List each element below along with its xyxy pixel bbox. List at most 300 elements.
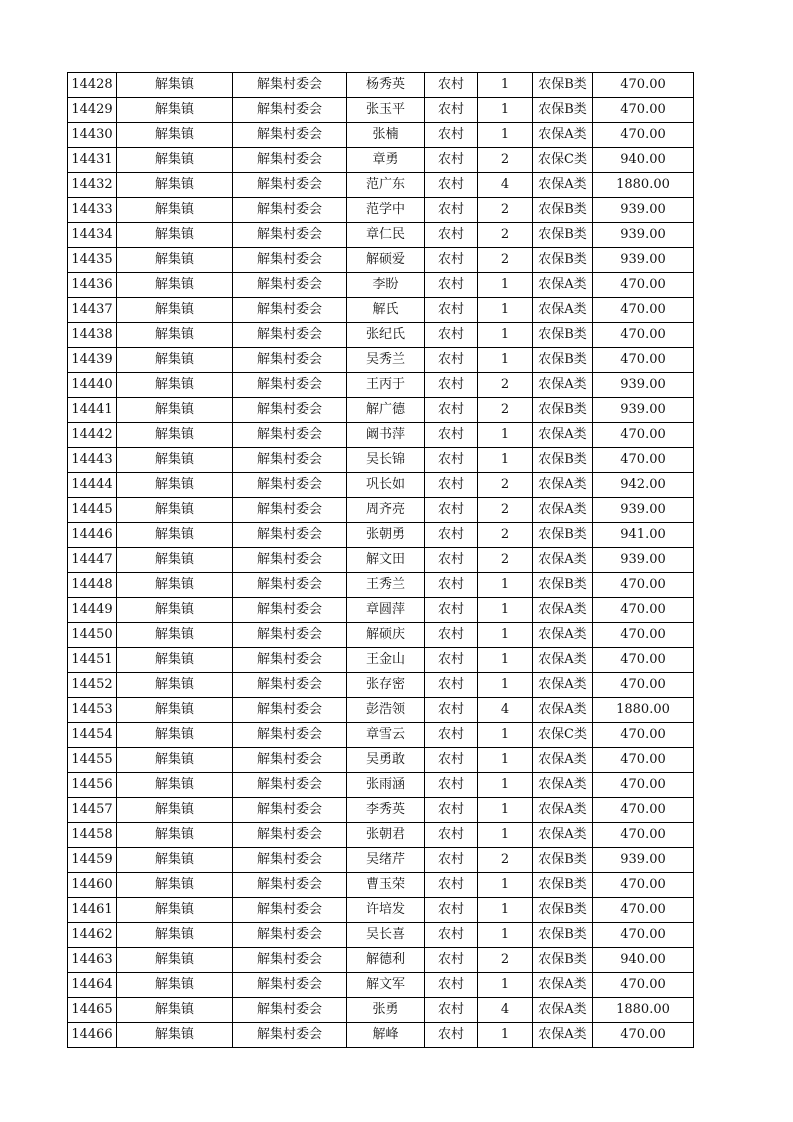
record-id-cell: 14432 bbox=[68, 173, 117, 198]
record-id-cell: 14457 bbox=[68, 798, 117, 823]
committee-cell: 解集村委会 bbox=[233, 623, 347, 648]
category-cell: 农保B类 bbox=[533, 923, 593, 948]
committee-cell: 解集村委会 bbox=[233, 248, 347, 273]
household-count-cell: 4 bbox=[478, 698, 533, 723]
name-cell: 解硕庆 bbox=[347, 623, 425, 648]
household-count-cell: 2 bbox=[478, 498, 533, 523]
amount-cell: 470.00 bbox=[593, 323, 694, 348]
table-row bbox=[68, 73, 694, 98]
household-count-cell: 1 bbox=[478, 898, 533, 923]
area-type-cell: 农村 bbox=[425, 298, 478, 323]
record-id-cell: 14448 bbox=[68, 573, 117, 598]
town-cell: 解集镇 bbox=[117, 448, 233, 473]
committee-cell: 解集村委会 bbox=[233, 973, 347, 998]
table-row bbox=[68, 873, 694, 898]
amount-cell: 470.00 bbox=[593, 348, 694, 373]
table-row bbox=[68, 648, 694, 673]
name-cell: 解广德 bbox=[347, 398, 425, 423]
table-row bbox=[68, 98, 694, 123]
area-type-cell: 农村 bbox=[425, 373, 478, 398]
town-cell: 解集镇 bbox=[117, 848, 233, 873]
category-cell: 农保A类 bbox=[533, 423, 593, 448]
record-id-cell: 14452 bbox=[68, 673, 117, 698]
town-cell: 解集镇 bbox=[117, 923, 233, 948]
town-cell: 解集镇 bbox=[117, 273, 233, 298]
record-id-cell: 14442 bbox=[68, 423, 117, 448]
amount-cell: 470.00 bbox=[593, 73, 694, 98]
category-cell: 农保A类 bbox=[533, 673, 593, 698]
category-cell: 农保A类 bbox=[533, 473, 593, 498]
town-cell: 解集镇 bbox=[117, 473, 233, 498]
area-type-cell: 农村 bbox=[425, 423, 478, 448]
town-cell: 解集镇 bbox=[117, 523, 233, 548]
category-cell: 农保B类 bbox=[533, 448, 593, 473]
record-id-cell: 14459 bbox=[68, 848, 117, 873]
area-type-cell: 农村 bbox=[425, 148, 478, 173]
committee-cell: 解集村委会 bbox=[233, 423, 347, 448]
town-cell: 解集镇 bbox=[117, 898, 233, 923]
area-type-cell: 农村 bbox=[425, 523, 478, 548]
category-cell: 农保A类 bbox=[533, 1023, 593, 1048]
town-cell: 解集镇 bbox=[117, 348, 233, 373]
area-type-cell: 农村 bbox=[425, 748, 478, 773]
household-count-cell: 2 bbox=[478, 373, 533, 398]
record-id-cell: 14454 bbox=[68, 723, 117, 748]
table-row bbox=[68, 348, 694, 373]
household-count-cell: 1 bbox=[478, 748, 533, 773]
name-cell: 吴绪芹 bbox=[347, 848, 425, 873]
table-row bbox=[68, 523, 694, 548]
household-count-cell: 1 bbox=[478, 348, 533, 373]
committee-cell: 解集村委会 bbox=[233, 148, 347, 173]
town-cell: 解集镇 bbox=[117, 873, 233, 898]
household-count-cell: 2 bbox=[478, 148, 533, 173]
town-cell: 解集镇 bbox=[117, 323, 233, 348]
area-type-cell: 农村 bbox=[425, 848, 478, 873]
household-count-cell: 2 bbox=[478, 398, 533, 423]
record-id-cell: 14463 bbox=[68, 948, 117, 973]
amount-cell: 939.00 bbox=[593, 248, 694, 273]
area-type-cell: 农村 bbox=[425, 223, 478, 248]
area-type-cell: 农村 bbox=[425, 548, 478, 573]
town-cell: 解集镇 bbox=[117, 1023, 233, 1048]
town-cell: 解集镇 bbox=[117, 823, 233, 848]
amount-cell: 470.00 bbox=[593, 923, 694, 948]
household-count-cell: 1 bbox=[478, 73, 533, 98]
category-cell: 农保B类 bbox=[533, 873, 593, 898]
name-cell: 吴秀兰 bbox=[347, 348, 425, 373]
area-type-cell: 农村 bbox=[425, 1023, 478, 1048]
category-cell: 农保A类 bbox=[533, 598, 593, 623]
town-cell: 解集镇 bbox=[117, 423, 233, 448]
category-cell: 农保B类 bbox=[533, 848, 593, 873]
table-row bbox=[68, 598, 694, 623]
town-cell: 解集镇 bbox=[117, 548, 233, 573]
name-cell: 王金山 bbox=[347, 648, 425, 673]
amount-cell: 939.00 bbox=[593, 398, 694, 423]
household-count-cell: 1 bbox=[478, 648, 533, 673]
name-cell: 解德利 bbox=[347, 948, 425, 973]
town-cell: 解集镇 bbox=[117, 398, 233, 423]
amount-cell: 470.00 bbox=[593, 823, 694, 848]
record-id-cell: 14437 bbox=[68, 298, 117, 323]
table-row bbox=[68, 573, 694, 598]
category-cell: 农保B类 bbox=[533, 523, 593, 548]
area-type-cell: 农村 bbox=[425, 348, 478, 373]
record-id-cell: 14462 bbox=[68, 923, 117, 948]
household-count-cell: 2 bbox=[478, 198, 533, 223]
committee-cell: 解集村委会 bbox=[233, 823, 347, 848]
record-id-cell: 14445 bbox=[68, 498, 117, 523]
committee-cell: 解集村委会 bbox=[233, 448, 347, 473]
household-count-cell: 1 bbox=[478, 673, 533, 698]
area-type-cell: 农村 bbox=[425, 873, 478, 898]
record-id-cell: 14434 bbox=[68, 223, 117, 248]
amount-cell: 470.00 bbox=[593, 423, 694, 448]
roster-body bbox=[68, 73, 694, 1048]
area-type-cell: 农村 bbox=[425, 248, 478, 273]
area-type-cell: 农村 bbox=[425, 73, 478, 98]
town-cell: 解集镇 bbox=[117, 223, 233, 248]
table-row bbox=[68, 973, 694, 998]
town-cell: 解集镇 bbox=[117, 623, 233, 648]
household-count-cell: 1 bbox=[478, 623, 533, 648]
town-cell: 解集镇 bbox=[117, 948, 233, 973]
record-id-cell: 14430 bbox=[68, 123, 117, 148]
name-cell: 杨秀英 bbox=[347, 73, 425, 98]
amount-cell: 470.00 bbox=[593, 298, 694, 323]
category-cell: 农保C类 bbox=[533, 723, 593, 748]
town-cell: 解集镇 bbox=[117, 798, 233, 823]
category-cell: 农保B类 bbox=[533, 348, 593, 373]
table-row bbox=[68, 898, 694, 923]
committee-cell: 解集村委会 bbox=[233, 373, 347, 398]
table-row bbox=[68, 248, 694, 273]
household-count-cell: 2 bbox=[478, 473, 533, 498]
amount-cell: 470.00 bbox=[593, 898, 694, 923]
name-cell: 张朝君 bbox=[347, 823, 425, 848]
category-cell: 农保A类 bbox=[533, 123, 593, 148]
table-row bbox=[68, 1023, 694, 1048]
committee-cell: 解集村委会 bbox=[233, 548, 347, 573]
amount-cell: 1880.00 bbox=[593, 173, 694, 198]
table-row bbox=[68, 398, 694, 423]
name-cell: 彭浩领 bbox=[347, 698, 425, 723]
committee-cell: 解集村委会 bbox=[233, 223, 347, 248]
household-count-cell: 1 bbox=[478, 123, 533, 148]
committee-cell: 解集村委会 bbox=[233, 748, 347, 773]
amount-cell: 470.00 bbox=[593, 723, 694, 748]
amount-cell: 470.00 bbox=[593, 773, 694, 798]
name-cell: 范学中 bbox=[347, 198, 425, 223]
town-cell: 解集镇 bbox=[117, 73, 233, 98]
amount-cell: 470.00 bbox=[593, 1023, 694, 1048]
committee-cell: 解集村委会 bbox=[233, 523, 347, 548]
household-count-cell: 2 bbox=[478, 523, 533, 548]
table-row bbox=[68, 148, 694, 173]
name-cell: 解文田 bbox=[347, 548, 425, 573]
table-row bbox=[68, 698, 694, 723]
area-type-cell: 农村 bbox=[425, 773, 478, 798]
table-row bbox=[68, 123, 694, 148]
area-type-cell: 农村 bbox=[425, 723, 478, 748]
area-type-cell: 农村 bbox=[425, 498, 478, 523]
category-cell: 农保A类 bbox=[533, 998, 593, 1023]
record-id-cell: 14440 bbox=[68, 373, 117, 398]
name-cell: 章圆萍 bbox=[347, 598, 425, 623]
category-cell: 农保B类 bbox=[533, 898, 593, 923]
committee-cell: 解集村委会 bbox=[233, 848, 347, 873]
category-cell: 农保A类 bbox=[533, 273, 593, 298]
area-type-cell: 农村 bbox=[425, 948, 478, 973]
amount-cell: 942.00 bbox=[593, 473, 694, 498]
committee-cell: 解集村委会 bbox=[233, 573, 347, 598]
roster-table bbox=[67, 72, 694, 1048]
name-cell: 吴勇敢 bbox=[347, 748, 425, 773]
amount-cell: 941.00 bbox=[593, 523, 694, 548]
household-count-cell: 4 bbox=[478, 998, 533, 1023]
name-cell: 章勇 bbox=[347, 148, 425, 173]
area-type-cell: 农村 bbox=[425, 648, 478, 673]
record-id-cell: 14455 bbox=[68, 748, 117, 773]
committee-cell: 解集村委会 bbox=[233, 873, 347, 898]
record-id-cell: 14461 bbox=[68, 898, 117, 923]
town-cell: 解集镇 bbox=[117, 123, 233, 148]
committee-cell: 解集村委会 bbox=[233, 123, 347, 148]
name-cell: 李秀英 bbox=[347, 798, 425, 823]
household-count-cell: 1 bbox=[478, 423, 533, 448]
committee-cell: 解集村委会 bbox=[233, 98, 347, 123]
name-cell: 吴长锦 bbox=[347, 448, 425, 473]
town-cell: 解集镇 bbox=[117, 198, 233, 223]
name-cell: 王秀兰 bbox=[347, 573, 425, 598]
name-cell: 张楠 bbox=[347, 123, 425, 148]
name-cell: 王丙于 bbox=[347, 373, 425, 398]
name-cell: 张玉平 bbox=[347, 98, 425, 123]
record-id-cell: 14439 bbox=[68, 348, 117, 373]
area-type-cell: 农村 bbox=[425, 398, 478, 423]
amount-cell: 470.00 bbox=[593, 673, 694, 698]
category-cell: 农保A类 bbox=[533, 823, 593, 848]
name-cell: 张勇 bbox=[347, 998, 425, 1023]
area-type-cell: 农村 bbox=[425, 273, 478, 298]
record-id-cell: 14446 bbox=[68, 523, 117, 548]
household-count-cell: 4 bbox=[478, 173, 533, 198]
table-row bbox=[68, 423, 694, 448]
town-cell: 解集镇 bbox=[117, 773, 233, 798]
area-type-cell: 农村 bbox=[425, 623, 478, 648]
record-id-cell: 14449 bbox=[68, 598, 117, 623]
amount-cell: 470.00 bbox=[593, 748, 694, 773]
table-row bbox=[68, 923, 694, 948]
table-row bbox=[68, 798, 694, 823]
household-count-cell: 2 bbox=[478, 548, 533, 573]
amount-cell: 470.00 bbox=[593, 573, 694, 598]
committee-cell: 解集村委会 bbox=[233, 273, 347, 298]
name-cell: 张纪氏 bbox=[347, 323, 425, 348]
household-count-cell: 1 bbox=[478, 773, 533, 798]
area-type-cell: 农村 bbox=[425, 198, 478, 223]
record-id-cell: 14436 bbox=[68, 273, 117, 298]
category-cell: 农保A类 bbox=[533, 623, 593, 648]
committee-cell: 解集村委会 bbox=[233, 923, 347, 948]
amount-cell: 1880.00 bbox=[593, 998, 694, 1023]
record-id-cell: 14451 bbox=[68, 648, 117, 673]
name-cell: 张存密 bbox=[347, 673, 425, 698]
amount-cell: 939.00 bbox=[593, 198, 694, 223]
town-cell: 解集镇 bbox=[117, 148, 233, 173]
name-cell: 章雪云 bbox=[347, 723, 425, 748]
table-row bbox=[68, 823, 694, 848]
area-type-cell: 农村 bbox=[425, 573, 478, 598]
amount-cell: 939.00 bbox=[593, 498, 694, 523]
table-row bbox=[68, 848, 694, 873]
amount-cell: 470.00 bbox=[593, 448, 694, 473]
area-type-cell: 农村 bbox=[425, 473, 478, 498]
category-cell: 农保A类 bbox=[533, 773, 593, 798]
amount-cell: 470.00 bbox=[593, 648, 694, 673]
category-cell: 农保A类 bbox=[533, 748, 593, 773]
household-count-cell: 1 bbox=[478, 448, 533, 473]
committee-cell: 解集村委会 bbox=[233, 1023, 347, 1048]
amount-cell: 470.00 bbox=[593, 623, 694, 648]
town-cell: 解集镇 bbox=[117, 698, 233, 723]
table-row bbox=[68, 298, 694, 323]
household-count-cell: 1 bbox=[478, 1023, 533, 1048]
area-type-cell: 农村 bbox=[425, 323, 478, 348]
record-id-cell: 14456 bbox=[68, 773, 117, 798]
committee-cell: 解集村委会 bbox=[233, 648, 347, 673]
household-count-cell: 1 bbox=[478, 573, 533, 598]
area-type-cell: 农村 bbox=[425, 923, 478, 948]
area-type-cell: 农村 bbox=[425, 448, 478, 473]
household-count-cell: 1 bbox=[478, 323, 533, 348]
table-row bbox=[68, 223, 694, 248]
name-cell: 解文军 bbox=[347, 973, 425, 998]
household-count-cell: 1 bbox=[478, 98, 533, 123]
household-count-cell: 2 bbox=[478, 223, 533, 248]
committee-cell: 解集村委会 bbox=[233, 323, 347, 348]
record-id-cell: 14453 bbox=[68, 698, 117, 723]
name-cell: 阚书萍 bbox=[347, 423, 425, 448]
category-cell: 农保B类 bbox=[533, 248, 593, 273]
name-cell: 吴长喜 bbox=[347, 923, 425, 948]
category-cell: 农保A类 bbox=[533, 548, 593, 573]
table-row bbox=[68, 723, 694, 748]
name-cell: 范广东 bbox=[347, 173, 425, 198]
town-cell: 解集镇 bbox=[117, 373, 233, 398]
name-cell: 解硕爱 bbox=[347, 248, 425, 273]
town-cell: 解集镇 bbox=[117, 173, 233, 198]
amount-cell: 1880.00 bbox=[593, 698, 694, 723]
category-cell: 农保C类 bbox=[533, 148, 593, 173]
committee-cell: 解集村委会 bbox=[233, 598, 347, 623]
table-row bbox=[68, 948, 694, 973]
category-cell: 农保A类 bbox=[533, 373, 593, 398]
category-cell: 农保A类 bbox=[533, 498, 593, 523]
household-count-cell: 2 bbox=[478, 848, 533, 873]
area-type-cell: 农村 bbox=[425, 998, 478, 1023]
table-row bbox=[68, 373, 694, 398]
town-cell: 解集镇 bbox=[117, 598, 233, 623]
category-cell: 农保B类 bbox=[533, 223, 593, 248]
area-type-cell: 农村 bbox=[425, 173, 478, 198]
town-cell: 解集镇 bbox=[117, 723, 233, 748]
table-row bbox=[68, 773, 694, 798]
name-cell: 许培发 bbox=[347, 898, 425, 923]
amount-cell: 470.00 bbox=[593, 598, 694, 623]
table-row bbox=[68, 323, 694, 348]
committee-cell: 解集村委会 bbox=[233, 698, 347, 723]
committee-cell: 解集村委会 bbox=[233, 998, 347, 1023]
record-id-cell: 14458 bbox=[68, 823, 117, 848]
amount-cell: 940.00 bbox=[593, 948, 694, 973]
name-cell: 章仁民 bbox=[347, 223, 425, 248]
table-row bbox=[68, 673, 694, 698]
name-cell: 张雨涵 bbox=[347, 773, 425, 798]
town-cell: 解集镇 bbox=[117, 298, 233, 323]
category-cell: 农保A类 bbox=[533, 298, 593, 323]
town-cell: 解集镇 bbox=[117, 673, 233, 698]
amount-cell: 470.00 bbox=[593, 123, 694, 148]
household-count-cell: 2 bbox=[478, 948, 533, 973]
category-cell: 农保A类 bbox=[533, 973, 593, 998]
amount-cell: 939.00 bbox=[593, 223, 694, 248]
category-cell: 农保B类 bbox=[533, 198, 593, 223]
category-cell: 农保A类 bbox=[533, 173, 593, 198]
record-id-cell: 14433 bbox=[68, 198, 117, 223]
record-id-cell: 14447 bbox=[68, 548, 117, 573]
record-id-cell: 14464 bbox=[68, 973, 117, 998]
record-id-cell: 14465 bbox=[68, 998, 117, 1023]
category-cell: 农保B类 bbox=[533, 323, 593, 348]
amount-cell: 939.00 bbox=[593, 373, 694, 398]
household-count-cell: 2 bbox=[478, 248, 533, 273]
town-cell: 解集镇 bbox=[117, 998, 233, 1023]
name-cell: 周齐亮 bbox=[347, 498, 425, 523]
record-id-cell: 14429 bbox=[68, 98, 117, 123]
name-cell: 李盼 bbox=[347, 273, 425, 298]
record-id-cell: 14441 bbox=[68, 398, 117, 423]
amount-cell: 470.00 bbox=[593, 98, 694, 123]
table-row bbox=[68, 498, 694, 523]
household-count-cell: 1 bbox=[478, 598, 533, 623]
committee-cell: 解集村委会 bbox=[233, 773, 347, 798]
town-cell: 解集镇 bbox=[117, 648, 233, 673]
town-cell: 解集镇 bbox=[117, 573, 233, 598]
area-type-cell: 农村 bbox=[425, 823, 478, 848]
household-count-cell: 1 bbox=[478, 823, 533, 848]
category-cell: 农保B类 bbox=[533, 98, 593, 123]
household-count-cell: 1 bbox=[478, 298, 533, 323]
table-row bbox=[68, 198, 694, 223]
town-cell: 解集镇 bbox=[117, 98, 233, 123]
committee-cell: 解集村委会 bbox=[233, 73, 347, 98]
record-id-cell: 14460 bbox=[68, 873, 117, 898]
household-count-cell: 1 bbox=[478, 873, 533, 898]
household-count-cell: 1 bbox=[478, 798, 533, 823]
area-type-cell: 农村 bbox=[425, 123, 478, 148]
amount-cell: 939.00 bbox=[593, 848, 694, 873]
area-type-cell: 农村 bbox=[425, 798, 478, 823]
household-count-cell: 1 bbox=[478, 973, 533, 998]
area-type-cell: 农村 bbox=[425, 898, 478, 923]
area-type-cell: 农村 bbox=[425, 673, 478, 698]
category-cell: 农保B类 bbox=[533, 573, 593, 598]
table-row bbox=[68, 998, 694, 1023]
table-row bbox=[68, 448, 694, 473]
committee-cell: 解集村委会 bbox=[233, 173, 347, 198]
